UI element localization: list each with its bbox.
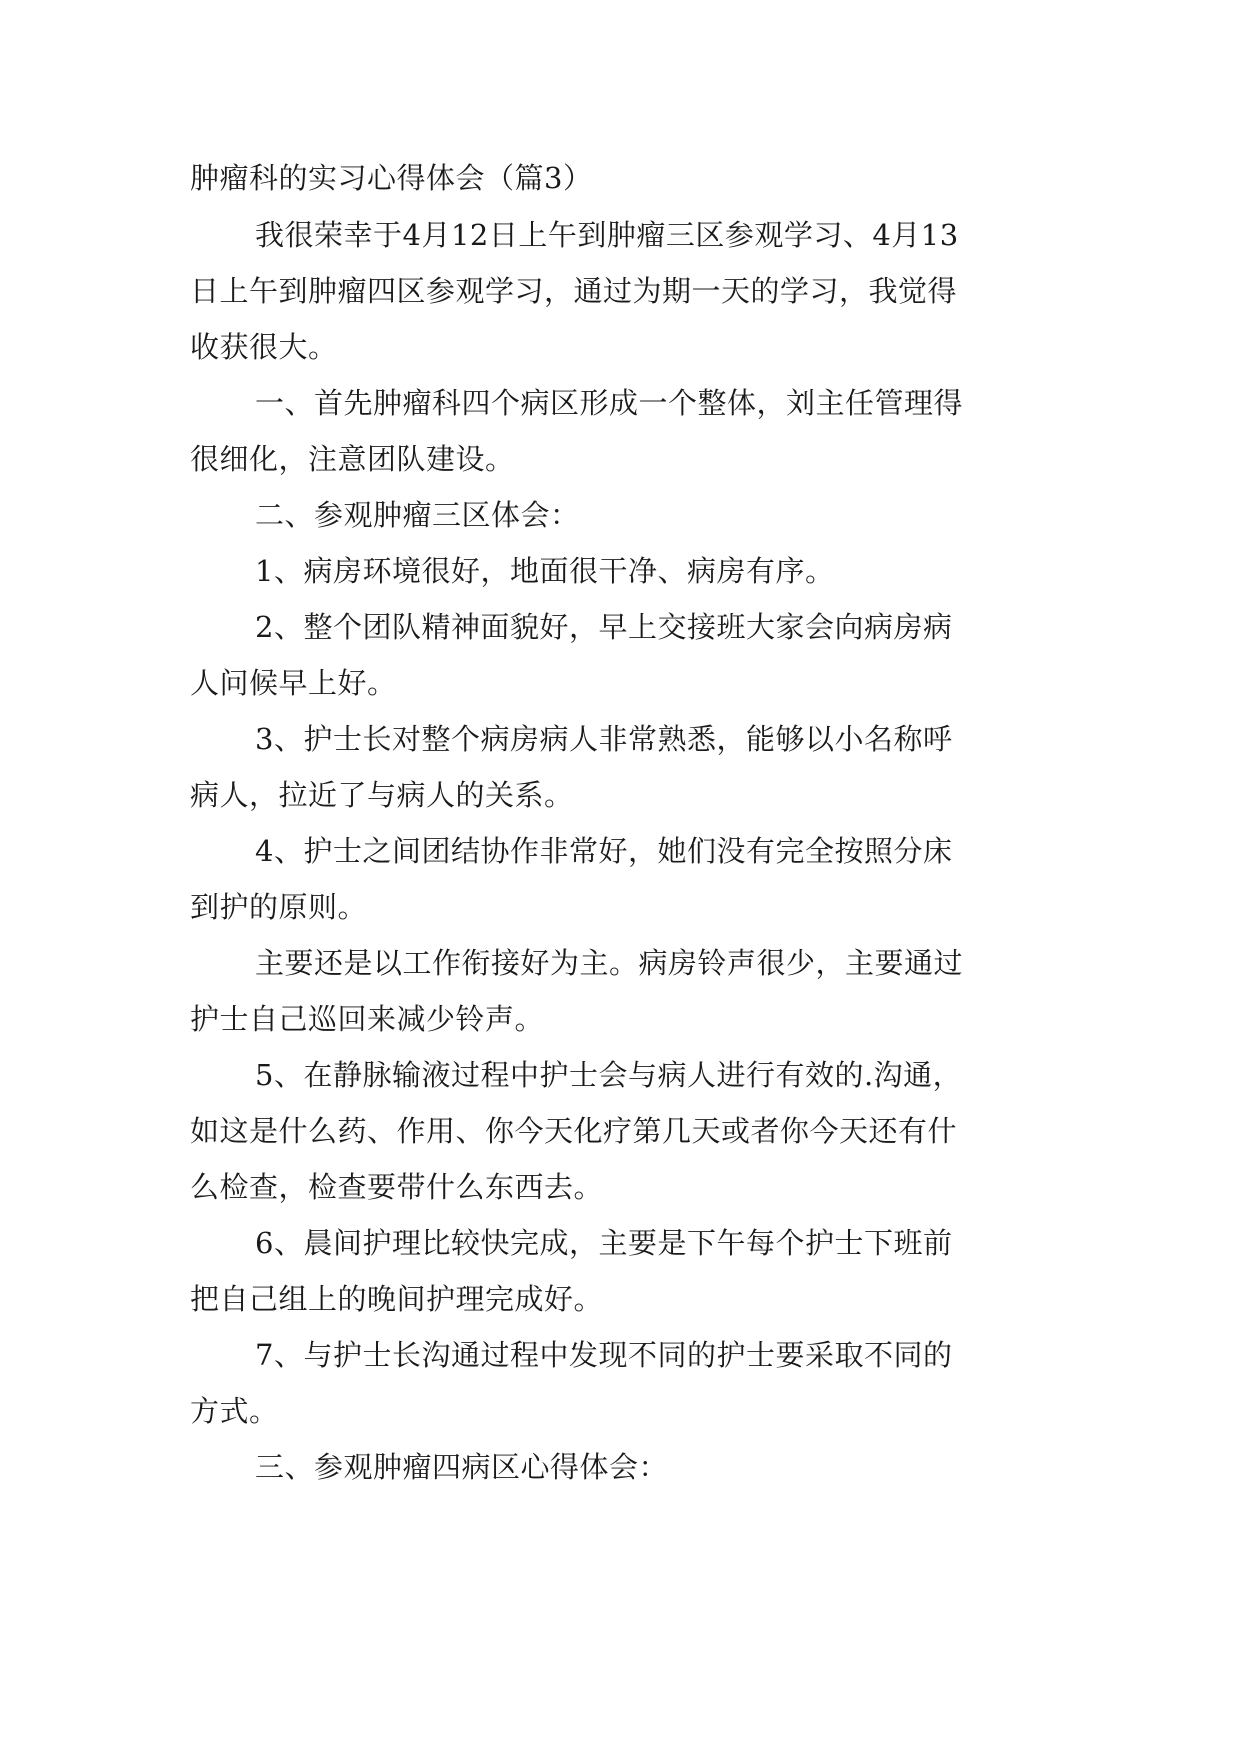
text-line: 一、首先肿瘤科四个病区形成一个整体，刘主任管理得 (255, 386, 964, 420)
text-line: 病人，拉近了与病人的关系。 (190, 778, 574, 812)
text-line: 5、在静脉输液过程中护士会与病人进行有效的.沟通， (255, 1058, 963, 1092)
section-heading: 三、参观肿瘤四病区心得体会： (255, 1450, 669, 1484)
text-line: 我很荣幸于4月12日上午到肿瘤三区参观学习、4月13 (255, 218, 959, 252)
text-line: 4、护士之间团结协作非常好，她们没有完全按照分床 (255, 834, 953, 868)
text-line: 1、病房环境很好，地面很干净、病房有序。 (255, 554, 835, 588)
text-line: 如这是什么药、作用、你今天化疗第几天或者你今天还有什 (190, 1114, 958, 1148)
text-line: 3、护士长对整个病房病人非常熟悉，能够以小名称呼 (255, 722, 953, 756)
text-line: 6、晨间护理比较快完成，主要是下午每个护士下班前 (255, 1226, 953, 1260)
text-line: 方式。 (190, 1394, 279, 1428)
text-line: 7、与护士长沟通过程中发现不同的护士要采取不同的 (255, 1338, 953, 1372)
text-line: 到护的原则。 (190, 890, 368, 924)
section-heading: 二、参观肿瘤三区体会： (255, 498, 580, 532)
text-line: 人问候早上好。 (190, 666, 397, 700)
text-line: 2、整个团队精神面貌好，早上交接班大家会向病房病 (255, 610, 953, 644)
document-title: 肿瘤科的实习心得体会（篇3） (190, 161, 593, 195)
text-line: 主要还是以工作衔接好为主。病房铃声很少，主要通过 (255, 946, 964, 980)
text-line: 护士自己巡回来减少铃声。 (190, 1002, 545, 1036)
text-line: 很细化，注意团队建设。 (190, 442, 515, 476)
text-line: 么检查，检查要带什么东西去。 (190, 1170, 604, 1204)
text-line: 收获很大。 (190, 330, 338, 364)
text-line: 把自己组上的晚间护理完成好。 (190, 1282, 604, 1316)
text-line: 日上午到肿瘤四区参观学习，通过为期一天的学习，我觉得 (190, 274, 958, 308)
